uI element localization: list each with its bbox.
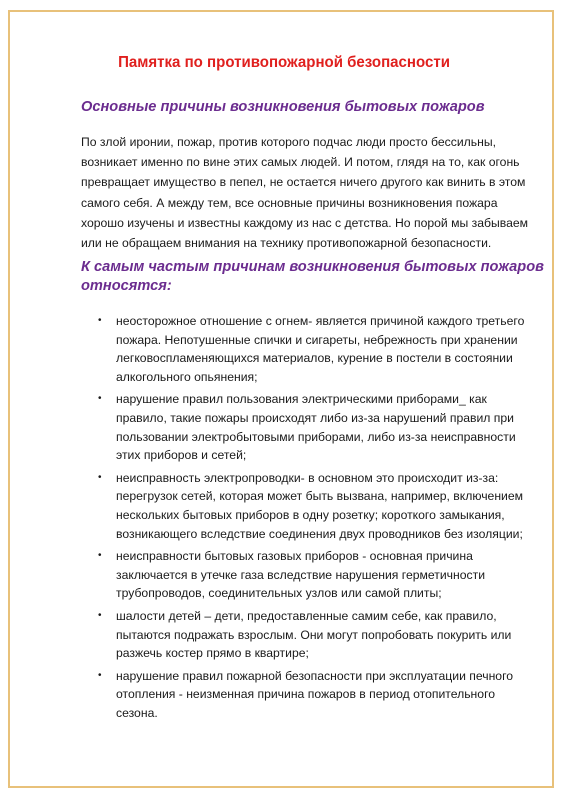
list-item-line: шалости детей – дети, предоставленные самим себе, как правило,: [116, 608, 497, 623]
list-item-line: пожара. Непотушенные спички и сигареты, небрежность при хранении: [116, 332, 518, 347]
list-item-line: трубопроводов, соединительных узлов или самой плиты;: [116, 586, 442, 601]
list-item-line: перегрузок сетей, которая может быть вызвана, например, включением: [116, 489, 524, 504]
intro-line: возникает именно по вине этих самых людей. И потом, глядя на то, как огонь: [81, 155, 520, 170]
section-subtitle: Основные причины возникновения бытовых пожаров: [81, 99, 485, 115]
list-item-line: неосторожное отношение с огнем- является причиной каждого третьего: [116, 314, 525, 328]
bullet-icon: •: [98, 550, 102, 562]
list-item-line: неисправности бытовых газовых приборов - основная причина: [116, 549, 473, 564]
intro-line: или не обращаем внимания на технику противопожарной безопасности.: [81, 236, 492, 251]
bullet-icon: •: [98, 393, 102, 405]
list-item: [100, 390, 515, 464]
causes-heading: [81, 258, 544, 296]
intro-paragraph: [81, 132, 529, 253]
causes-heading-line: К самым частым причинам возникновения бытовых пожаров: [81, 259, 544, 275]
list-item-line: правило, такие пожары происходят либо из-за нарушений правил при: [116, 410, 514, 425]
bullet-icon: •: [98, 315, 102, 326]
bullet-icon: •: [98, 471, 102, 483]
list-item-line: пытаются подражать взрослым. Они могут попробовать покурить или: [116, 627, 512, 642]
list-item-line: разжечь костер прямо в квартире;: [116, 646, 309, 661]
list-item: [100, 607, 515, 663]
causes-list: [98, 312, 525, 726]
list-item-line: нарушение правил пользования электрическими приборами_ как: [116, 392, 487, 407]
list-item-line: нарушение правил пожарной безопасности при эксплуатации печного: [116, 668, 514, 683]
intro-line: превращает имущество в пепел, не остается ничего другого как винить в этом: [81, 175, 526, 190]
list-item-line: возникающего вследствие соединения двух проводников без изоляции;: [116, 526, 523, 541]
list-item: [100, 667, 515, 723]
list-item-line: пользовании электробытовыми приборами, либо из-за неисправности: [116, 429, 516, 444]
bullet-icon: •: [98, 609, 102, 621]
intro-line: По злой иронии, пожар, против которого подчас люди просто бессильны,: [81, 135, 496, 149]
list-item-line: нескольких бытовых приборов в одну розетку; короткого замыкания,: [116, 507, 505, 522]
list-item-line: заключается в утечке газа вследствие нарушения герметичности: [116, 567, 485, 582]
bullet-icon: •: [98, 669, 102, 681]
list-item-line: алкогольного опьянения;: [116, 369, 258, 384]
list-item-line: этих приборов и сетей;: [116, 448, 247, 463]
causes-heading-line: относятся:: [81, 278, 172, 294]
list-item: [100, 547, 515, 603]
list-item: [98, 312, 525, 386]
list-item: [98, 469, 524, 543]
list-item-line: легковоспламеняющихся материалов, курение в постели в состоянии: [116, 351, 513, 366]
list-item-line: отопления - неизменная причина пожаров в период отопительного: [116, 687, 496, 702]
list-item-line: сезона.: [116, 705, 158, 720]
intro-line: самого себя. А между тем, все основные причины возникновения пожара: [81, 195, 498, 210]
intro-line: хорошо изучены и известны каждому из нас с детства. Но порой мы забываем: [81, 215, 529, 230]
list-item-line: неисправность электропроводки- в основном это происходит из-за:: [116, 470, 499, 485]
document-title: Памятка по противопожарной безопасности: [118, 54, 450, 71]
